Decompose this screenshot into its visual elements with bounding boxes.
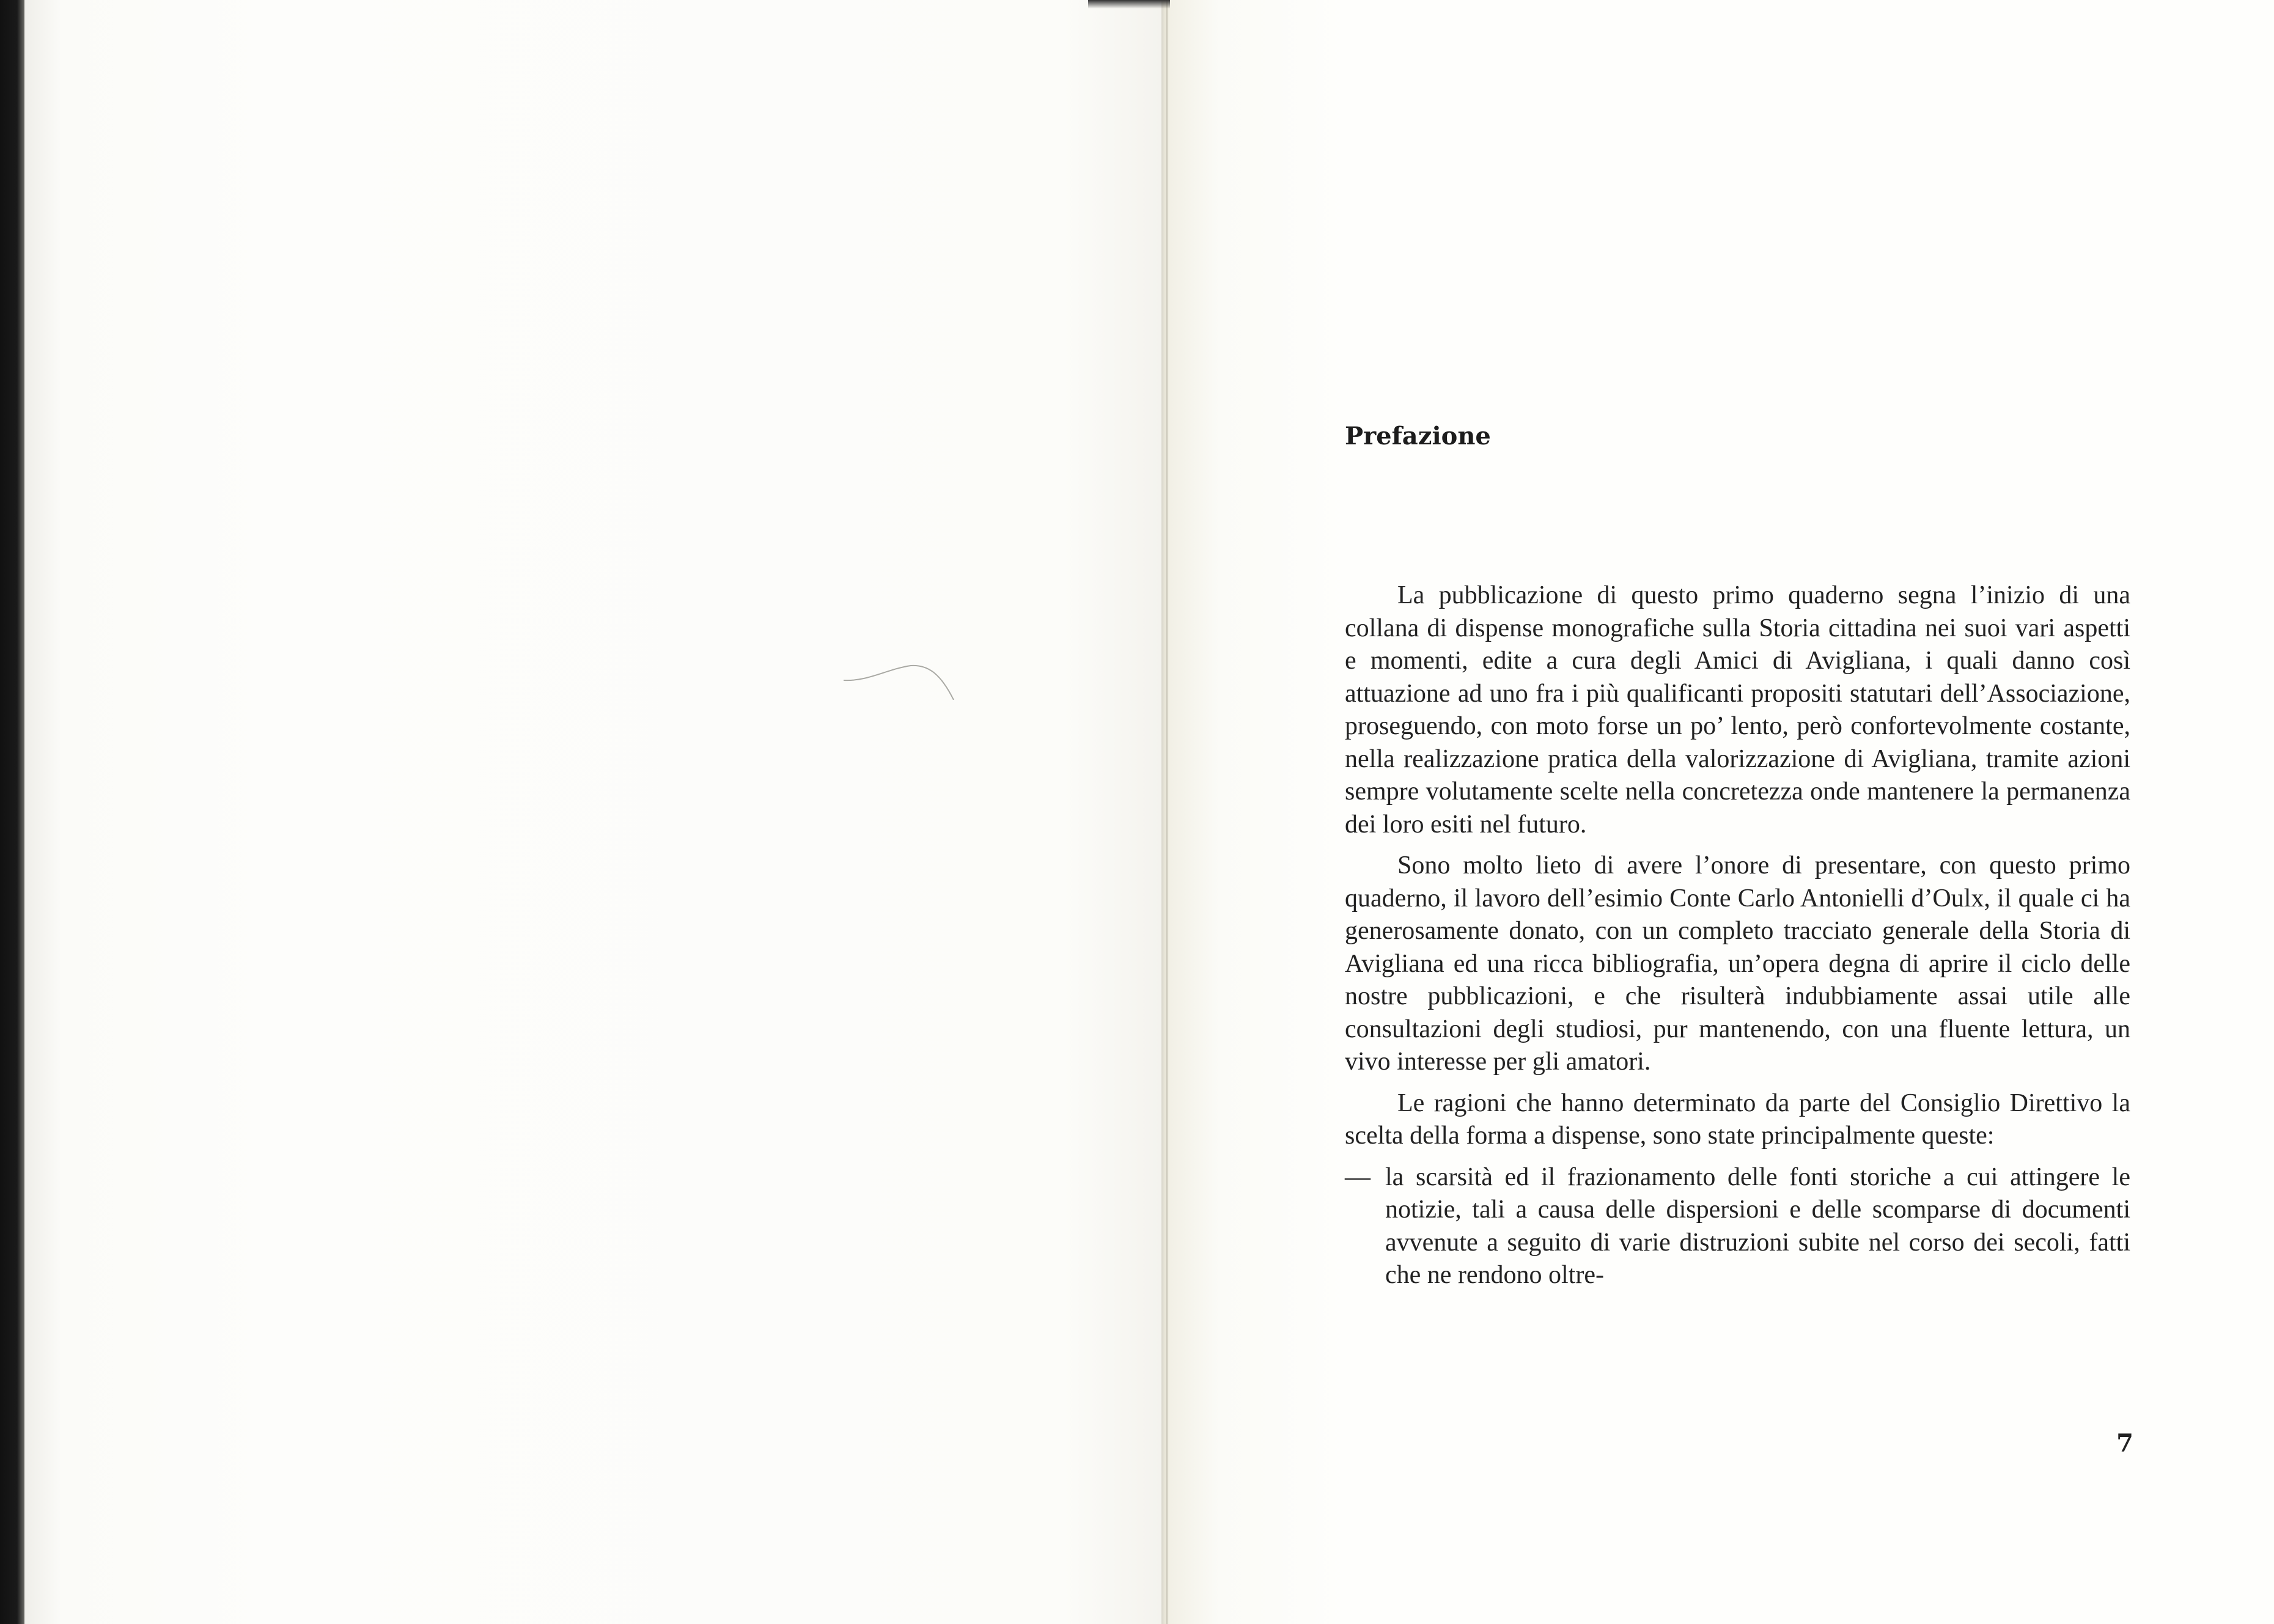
book-gutter <box>1161 0 1170 1624</box>
page-number: 7 <box>2116 1429 2133 1458</box>
paragraph: La pubblicazione di questo primo quaderno segna l’inizio di una collana di dispense monografiche sulla Storia cittadina nei suoi vari aspetti e momenti, edite a cura degli Amici di Avigliana, i quali danno così attuazione ad uno fra i più qualificanti propositi statutari dell’Associazione, proseguendo, con moto forse un po’ lento, però confortevolmente costante, nella realizzazione pratica della valorizzazione di Avigliana, tramite azioni sempre volutamente scelte nella concretezza onde mantenere la permanenza dei loro esiti nel futuro. <box>1345 581 2130 839</box>
list-item <box>1345 1161 2130 1292</box>
list-marker: — <box>1345 1163 1371 1191</box>
paragraph: Le ragioni che hanno determinato da parte del Consiglio Direttivo la scelta della forma a dispense, sono state principalmente queste: <box>1345 1089 2130 1150</box>
paragraph: Sono molto lieto di avere l’onore di presentare, con questo primo quaderno, il lavoro dell’esimio Conte Carlo Antonielli d’Oulx, il quale ci ha generosamente donato, con un completo tracciato generale della Storia di Avigliana ed una ricca bibliografia, un’opera degna di aprire il ciclo delle nostre pubblicazioni, e che risulterà indubbiamente assai utile alle consultazioni degli studiosi, pur mantenendo, con una fluente lettura, un vivo interesse per gli amatori. <box>1345 851 2130 1076</box>
body-text <box>1345 579 2130 1301</box>
gutter-fold-line <box>1166 0 1168 1624</box>
pencil-mark <box>844 663 972 700</box>
left-page-blank <box>24 0 1174 1624</box>
list-item-text: la scarsità ed il frazionamento delle fonti storiche a cui attingere le notizie, tali a causa delle dispersioni e delle scomparse di documenti avvenute a seguito di varie distruzioni subite nel corso dei secoli, fatti che ne rendono oltre- <box>1385 1163 2130 1289</box>
book-cover-edge <box>0 0 24 1624</box>
page-heading: Prefazione <box>1345 422 1491 450</box>
